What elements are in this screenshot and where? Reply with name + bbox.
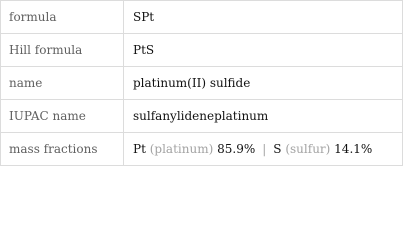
- row-value: sulfanylideneplatinum: [124, 100, 403, 133]
- table-row-iupac-name: [1, 100, 403, 133]
- element-percent: 85.9%: [217, 142, 256, 156]
- mass-fractions-value: [124, 133, 403, 166]
- row-label: mass fractions: [1, 133, 124, 166]
- element-symbol: S: [273, 142, 282, 156]
- row-label: formula: [1, 1, 124, 34]
- table-row-hill-formula: [1, 34, 403, 67]
- element-symbol: Pt: [133, 142, 146, 156]
- row-label: name: [1, 67, 124, 100]
- element-name: (platinum): [149, 142, 214, 156]
- row-label: IUPAC name: [1, 100, 124, 133]
- table-row-formula: [1, 1, 403, 34]
- row-value: SPt: [124, 1, 403, 34]
- row-value: platinum(II) sulfide: [124, 67, 403, 100]
- element-percent: 14.1%: [334, 142, 373, 156]
- separator: |: [262, 142, 267, 156]
- table-row-mass-fractions: [1, 133, 403, 166]
- table-row-name: [1, 67, 403, 100]
- row-value: PtS: [124, 34, 403, 67]
- row-label: Hill formula: [1, 34, 124, 67]
- element-name: (sulfur): [285, 142, 331, 156]
